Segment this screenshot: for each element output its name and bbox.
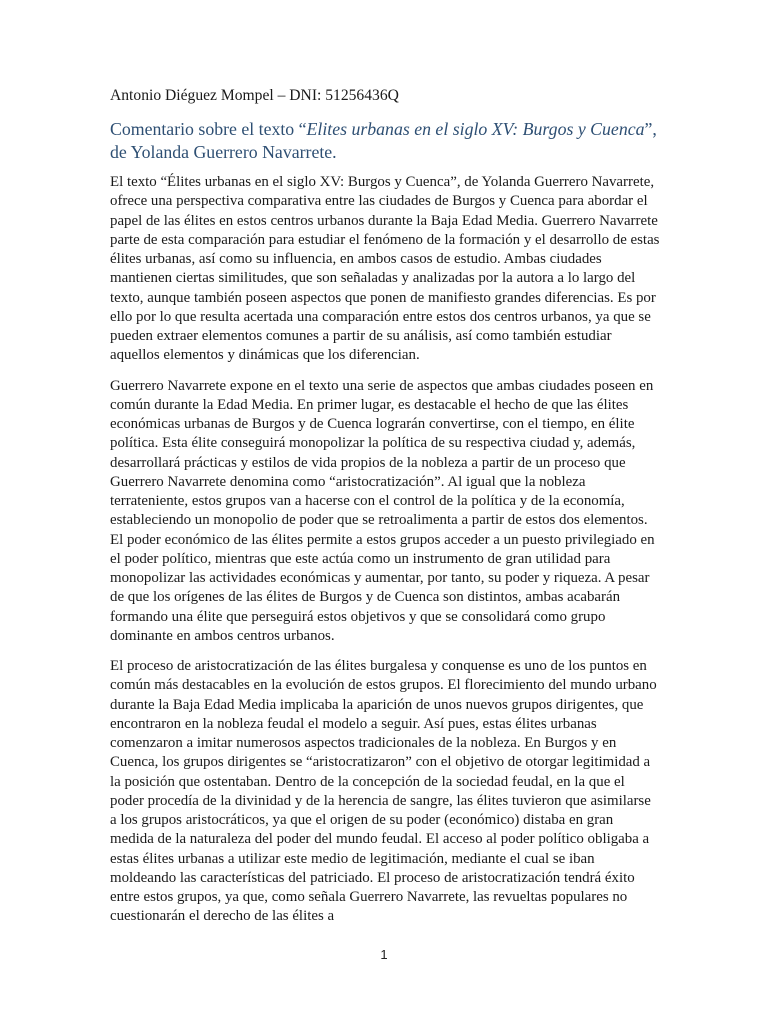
document-body <box>110 86 660 938</box>
author-line: Antonio Diéguez Mompel – DNI: 51256436Q <box>110 87 399 104</box>
title-italic-work: Elites urbanas en el siglo XV: Burgos y Cuenca <box>306 119 645 139</box>
page-number: 1 <box>380 947 388 962</box>
title-suffix: ”, de Yolanda Guerrero Navarrete. <box>110 119 657 162</box>
document-title <box>110 118 660 164</box>
paragraph-1: El texto “Élites urbanas en el siglo XV: Burgos y Cuenca”, de Yolanda Guerrero Navarrete, ofrece una perspectiva comparativa entre las ciudades de Burgos y Cuenca para abordar el papel de las élites en estos centros urbanos durante la Baja Edad Media. Guerrero Navarrete parte de esta comparación para estudiar el fenómeno de la formación y el desarrollo de estas élites urbanas, así como su influencia, en ambos casos de estudio. Ambas ciudades mantienen ciertas similitudes, que son señaladas y analizadas por la autora a lo largo del texto, aunque también poseen aspectos que ponen de manifiesto grandes diferencias. Es por ello por lo que resulta acertada una comparación entre estos dos centros urbanos, ya que se pueden extraer elementos comunes a partir de su análisis, así como también estudiar aquellos elementos y dinámicas que los diferencian. <box>110 174 660 364</box>
paragraph-3: El proceso de aristocratización de las élites burgalesa y conquense es uno de los puntos en común más destacables en la evolución de estos grupos. El florecimiento del mundo urbano durante la Baja Edad Media implicaba la aparición de unos nuevos grupos dirigentes, que encontraron en la nobleza feudal el modelo a seguir. Así pues, estas élites urbanas comenzaron a imitar numerosos aspectos tradicionales de la nobleza. En Burgos y en Cuenca, los grupos dirigentes se “aristocratizaron” con el objetivo de otorgar legitimidad a la posición que ostentaban. Dentro de la concepción de la sociedad feudal, en la que el poder procedía de la divinidad y de la herencia de sangre, las élites tuvieron que asimilarse a los grupos aristocráticos, ya que el origen de su poder (económico) distaba en gran medida de la naturaleza del poder del mundo feudal. El acceso al poder político obligaba a estas élites urbanas a utilizar este medio de legitimación, mediante el cual se iban moldeando las características del patriciado. El proceso de aristocratización tendrá éxito entre estos grupos, ya que, como señala Guerrero Navarrete, las revueltas populares no cuestionarán el derecho de las élites a <box>110 658 657 925</box>
title-prefix: Comentario sobre el texto “ <box>110 119 307 139</box>
paragraph-2: Guerrero Navarrete expone en el texto una serie de aspectos que ambas ciudades poseen en común durante la Edad Media. En primer lugar, es destacable el hecho de que las élites económicas urbanas de Burgos y de Cuenca lograrán convertirse, con el tiempo, en élite política. Esta élite conseguirá monopolizar la política de su respectiva ciudad y, además, desarrollará prácticas y estilos de vida propios de la nobleza a partir de un proceso que Guerrero Navarrete denomina como “aristocratización”. Al igual que la nobleza terrateniente, estos grupos van a hacerse con el control de la política y de la economía, estableciendo un monopolio de poder que se retroalimenta a partir de estos dos elementos. El poder económico de las élites permite a estos grupos acceder a un puesto privilegiado en el poder político, mientras que este actúa como un instrumento de gran utilidad para monopolizar las actividades económicas y aumentar, por tanto, su poder y riqueza. A pesar de que los orígenes de las élites de Burgos y de Cuenca son distintos, ambas acabarán formando una élite que perseguirá estos objetivos y que se consolidará como grupo dominante en ambos centros urbanos. <box>110 377 655 644</box>
